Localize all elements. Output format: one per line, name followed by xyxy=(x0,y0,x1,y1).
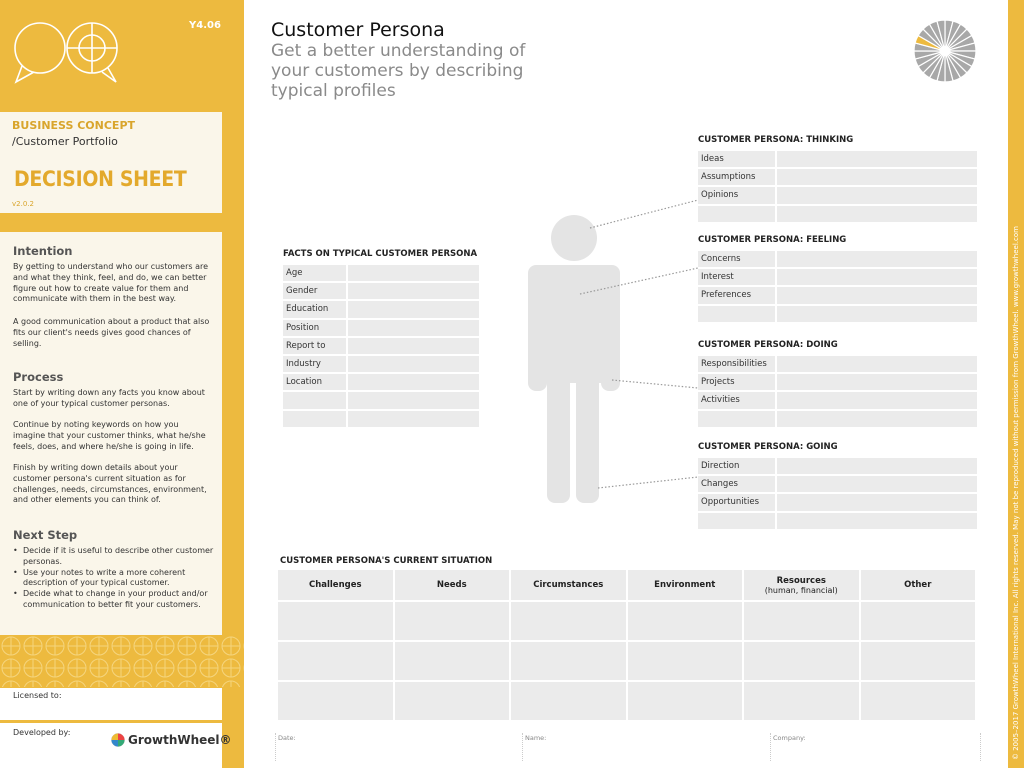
situation-cell[interactable] xyxy=(861,682,976,720)
field-value[interactable] xyxy=(777,458,977,474)
situation-cell[interactable] xyxy=(628,602,743,640)
connector-lines xyxy=(560,180,710,500)
field-value[interactable] xyxy=(777,494,977,510)
concept-box xyxy=(0,112,222,213)
licensed-to-field[interactable] xyxy=(0,688,222,720)
field-value[interactable] xyxy=(348,392,479,408)
decision-sheet-title: DECISION SHEET xyxy=(14,167,187,191)
field-row xyxy=(283,320,479,336)
growthwheel-icon xyxy=(913,19,977,83)
speech-bubbles-logo-icon xyxy=(10,16,128,92)
situation-cell[interactable] xyxy=(395,602,510,640)
field-value[interactable] xyxy=(348,301,479,317)
field-row xyxy=(283,301,479,317)
field-label: Opinions xyxy=(698,187,775,203)
next-step-heading: Next Step xyxy=(13,528,78,542)
situation-cell[interactable] xyxy=(744,642,859,680)
field-row xyxy=(698,251,977,267)
field-value[interactable] xyxy=(777,269,977,285)
name-label: Name: xyxy=(525,734,547,742)
developed-by-box xyxy=(0,723,232,768)
field-row xyxy=(698,287,977,303)
business-concept-label: BUSINESS CONCEPT xyxy=(12,119,136,132)
field-label: Ideas xyxy=(698,151,775,167)
field-row xyxy=(283,392,479,408)
field-row xyxy=(698,151,977,167)
doing-table xyxy=(698,340,977,429)
thinking-heading: CUSTOMER PERSONA: THINKING xyxy=(698,135,854,145)
field-row xyxy=(698,476,977,492)
situation-col-environment xyxy=(628,570,743,600)
copyright-strip xyxy=(1008,0,1024,768)
field-row xyxy=(698,411,977,427)
footer-divider xyxy=(275,733,276,761)
field-label xyxy=(283,392,346,408)
field-value[interactable] xyxy=(777,476,977,492)
field-row xyxy=(698,169,977,185)
situation-cell[interactable] xyxy=(511,682,626,720)
situation-cell[interactable] xyxy=(395,642,510,680)
field-label: Report to xyxy=(283,338,346,354)
field-row xyxy=(283,338,479,354)
situation-cell[interactable] xyxy=(395,682,510,720)
page-title: Customer Persona xyxy=(271,19,445,41)
field-value[interactable] xyxy=(348,411,479,427)
situation-col-needs xyxy=(395,570,510,600)
field-value[interactable] xyxy=(348,338,479,354)
growthwheel-brand xyxy=(111,733,232,747)
situation-col-challenges xyxy=(278,570,393,600)
footer-divider xyxy=(770,733,771,761)
field-label: Position xyxy=(283,320,346,336)
field-label: Industry xyxy=(283,356,346,372)
feeling-heading: CUSTOMER PERSONA: FEELING xyxy=(698,235,847,245)
field-label: Preferences xyxy=(698,287,775,303)
field-label: Interest xyxy=(698,269,775,285)
date-label: Date: xyxy=(278,734,296,742)
field-row xyxy=(698,494,977,510)
field-value[interactable] xyxy=(348,320,479,336)
intention-text-2: A good communication about a product that also fits our client's needs gives good chances of selling. xyxy=(13,317,210,348)
field-value[interactable] xyxy=(777,392,977,408)
growthwheel-logo-icon xyxy=(111,733,125,747)
field-label: Changes xyxy=(698,476,775,492)
field-value[interactable] xyxy=(777,206,977,222)
field-row xyxy=(698,187,977,203)
portfolio-label: /Customer Portfolio xyxy=(12,135,118,148)
situation-cell[interactable] xyxy=(861,642,976,680)
licensed-to-label: Licensed to: xyxy=(13,691,62,700)
field-label: Direction xyxy=(698,458,775,474)
field-label: Assumptions xyxy=(698,169,775,185)
company-label: Company: xyxy=(773,734,806,742)
field-label xyxy=(283,411,346,427)
field-label: Projects xyxy=(698,374,775,390)
field-label xyxy=(698,513,775,529)
situation-col-other xyxy=(861,570,976,600)
field-value[interactable] xyxy=(777,356,977,372)
situation-cell[interactable] xyxy=(278,602,393,640)
field-row xyxy=(698,458,977,474)
field-row xyxy=(698,306,977,322)
situation-table xyxy=(278,570,975,720)
process-text-1: Start by writing down any facts you know about one of your typical customer personas. xyxy=(13,388,205,408)
field-value[interactable] xyxy=(348,356,479,372)
wheel-hub xyxy=(940,46,950,56)
situation-cell[interactable] xyxy=(278,642,393,680)
column-label: Challenges xyxy=(308,580,362,590)
intention-text-1: By getting to understand who our customers are and what they think, feel, and do, we can better figure out how to create value for them and communicate with them in the best way. xyxy=(13,262,209,304)
field-label: Location xyxy=(283,374,346,390)
field-row xyxy=(698,374,977,390)
intention-heading: Intention xyxy=(13,244,73,258)
field-value[interactable] xyxy=(777,287,977,303)
field-label: Responsibilities xyxy=(698,356,775,372)
process-text-2: Continue by noting keywords on how you imagine that your customer thinks, what he/she feels, does, and where he/she is going in life. xyxy=(13,420,206,451)
situation-cell[interactable] xyxy=(511,602,626,640)
facts-table xyxy=(283,249,479,429)
footer-divider xyxy=(980,733,981,761)
field-value[interactable] xyxy=(777,374,977,390)
situation-cell[interactable] xyxy=(628,682,743,720)
situation-cell[interactable] xyxy=(278,682,393,720)
field-value[interactable] xyxy=(348,283,479,299)
feeling-table xyxy=(698,235,977,324)
field-value[interactable] xyxy=(348,374,479,390)
doing-heading: CUSTOMER PERSONA: DOING xyxy=(698,340,838,350)
field-row xyxy=(698,356,977,372)
field-value[interactable] xyxy=(777,151,977,167)
situation-cell[interactable] xyxy=(511,642,626,680)
copyright-text: © 2005–2017 GrowthWheel International Inc. All rights reserved. May not be reproduced without permission from GrowthWheel. www.growthwheel.com xyxy=(1012,226,1020,760)
field-value[interactable] xyxy=(777,187,977,203)
column-label: Other xyxy=(904,580,932,590)
column-label: Needs xyxy=(436,580,467,590)
field-value[interactable] xyxy=(777,411,977,427)
field-label: Opportunities xyxy=(698,494,775,510)
next-step-item: • Decide if it is useful to describe other customer personas. xyxy=(13,546,215,568)
field-row xyxy=(283,283,479,299)
page-subtitle: Get a better understanding of your customers by describing typical profiles xyxy=(271,41,526,101)
field-value[interactable] xyxy=(777,306,977,322)
field-label: Age xyxy=(283,265,346,281)
situation-cell[interactable] xyxy=(628,642,743,680)
column-sublabel: (human, financial) xyxy=(764,585,838,595)
situation-cell[interactable] xyxy=(744,682,859,720)
field-row xyxy=(698,392,977,408)
next-step-item: • Decide what to change in your product and/or communication to better fit your customers. xyxy=(13,589,215,611)
next-step-item: • Use your notes to write a more coherent description of your typical customer. xyxy=(13,568,215,590)
field-row xyxy=(283,265,479,281)
going-heading: CUSTOMER PERSONA: GOING xyxy=(698,442,838,452)
column-label: Circumstances xyxy=(533,580,604,590)
field-row xyxy=(283,411,479,427)
field-row xyxy=(698,206,977,222)
field-row xyxy=(698,513,977,529)
version-label: v2.0.2 xyxy=(12,200,34,208)
field-label: Gender xyxy=(283,283,346,299)
field-label: Activities xyxy=(698,392,775,408)
situation-cell[interactable] xyxy=(861,602,976,640)
thinking-table xyxy=(698,135,977,224)
situation-col-resources xyxy=(744,570,859,600)
field-value[interactable] xyxy=(348,265,479,281)
field-value[interactable] xyxy=(777,169,977,185)
going-table xyxy=(698,442,977,531)
column-label: Resources xyxy=(776,575,826,586)
situation-col-circumstances xyxy=(511,570,626,600)
next-step-list xyxy=(13,546,215,611)
instructions-box xyxy=(0,232,222,635)
developed-by-label: Developed by: xyxy=(13,728,71,737)
field-value[interactable] xyxy=(777,513,977,529)
field-row xyxy=(283,356,479,372)
sidebar xyxy=(0,0,244,768)
field-row xyxy=(283,374,479,390)
process-heading: Process xyxy=(13,370,64,384)
field-row xyxy=(698,269,977,285)
footer-divider xyxy=(522,733,523,761)
column-label: Environment xyxy=(654,580,716,590)
process-text-3: Finish by writing down details about your customer persona's current situation as for challenges, needs, circumstances, environment, and other elements you can think of. xyxy=(13,463,207,505)
situation-cell[interactable] xyxy=(744,602,859,640)
field-label: Education xyxy=(283,301,346,317)
facts-heading: FACTS ON TYPICAL CUSTOMER PERSONA xyxy=(283,249,478,259)
sheet-code: Y4.06 xyxy=(189,20,221,31)
field-label: Concerns xyxy=(698,251,775,267)
situation-heading: CUSTOMER PERSONA'S CURRENT SITUATION xyxy=(280,556,493,566)
brand-name: GrowthWheel® xyxy=(128,733,232,747)
field-value[interactable] xyxy=(777,251,977,267)
decorative-pattern xyxy=(0,635,244,687)
